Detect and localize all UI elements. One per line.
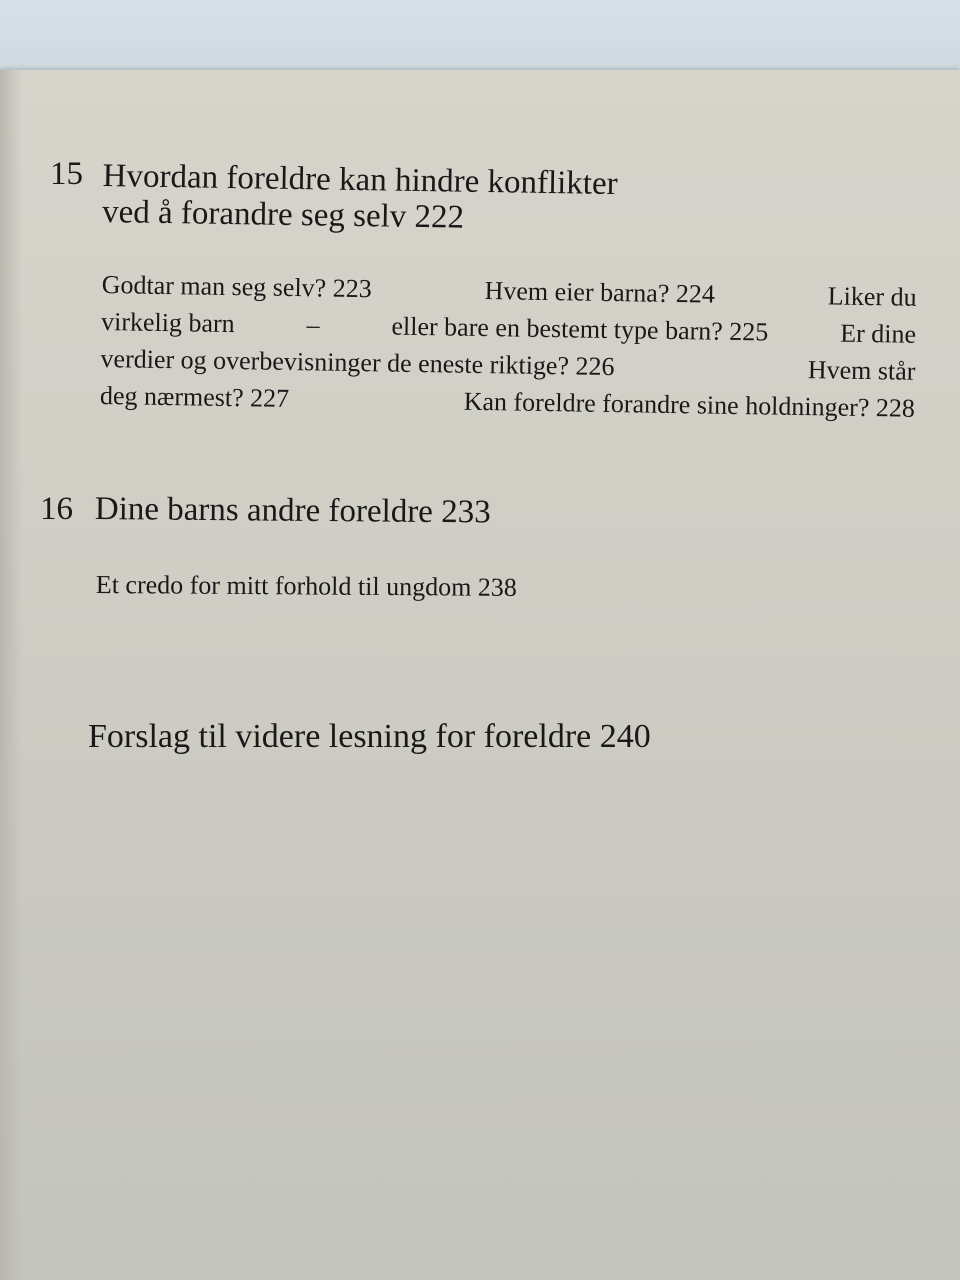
chapter-16-title-line-1: Dine barns andre foreldre 233 [94,491,491,531]
subsection-dash: – [306,310,320,340]
subsection-line-1 [96,566,517,606]
subsection-entry: Hvem eier barna? 224 [484,276,716,309]
subsection-entry: verdier og overbevisninger de eneste riktige? 226 [100,343,615,382]
chapter-15-number: 15 [50,156,83,192]
subsection-entry: Godtar man seg selv? 223 [101,269,372,304]
subsection-entry: Liker du [827,281,917,312]
chapter-16-number: 16 [40,491,73,527]
subsection-entry: Kan foreldre forandre sine holdninger? 228 [463,386,916,423]
chapter-15-title-line-2: ved å forandre seg selv 222 [101,193,465,236]
subsection-entry: virkelig barn [100,306,235,339]
chapter-16-title [95,491,491,530]
chapter-15-title-line-1: Hvordan foreldre kan hindre konflikter [102,158,618,203]
subsection-entry: Er dine [839,318,917,349]
subsection-entry: Hvem står [807,355,916,386]
chapter-15-title [102,158,618,238]
subsection-entry: eller bare en bestemt type barn? 225 [391,311,769,347]
chapter-16-subsections [96,566,517,606]
chapter-15-subsections [100,266,917,427]
subsection-entry: Et credo for mitt forhold til ungdom 238 [95,569,517,602]
subsection-entry: deg nærmest? 227 [99,380,290,413]
further-reading-entry: Forslag til videre lesning for foreldre 240 [88,718,651,755]
